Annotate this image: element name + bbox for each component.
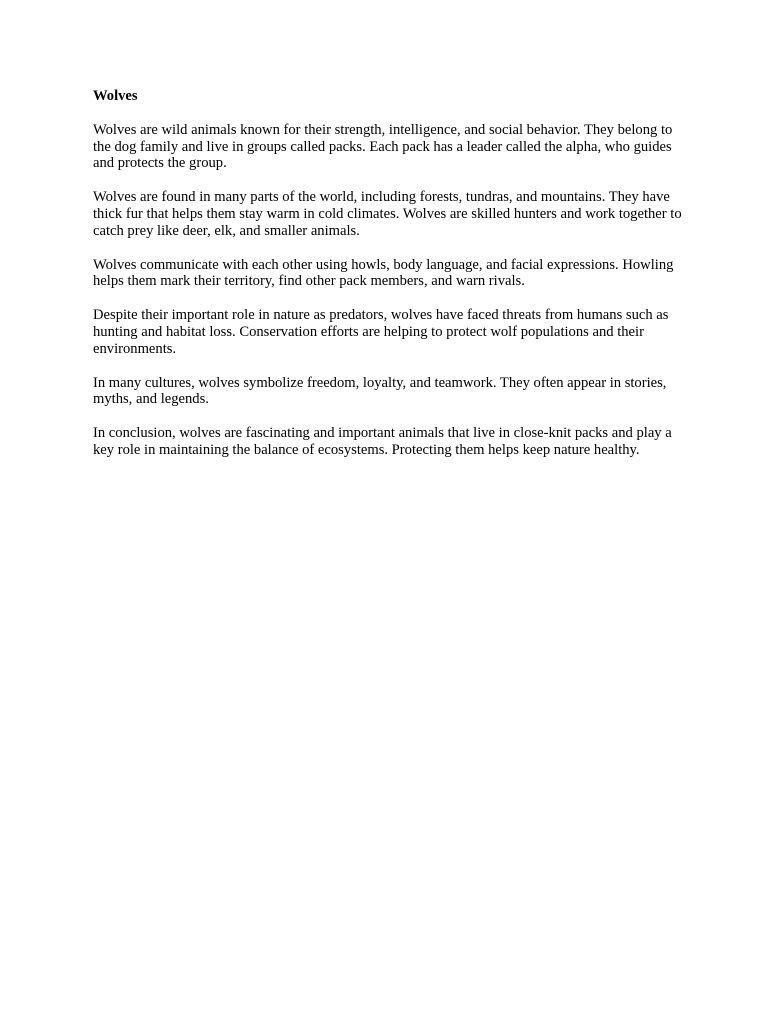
document-body (93, 88, 683, 476)
paragraph-intro: Wolves are wild animals known for their strength, intelligence, and social behavior. They belong to the dog family and live in groups called packs. Each pack has a leader called the alpha, who guides and protects the group. (93, 121, 673, 172)
paragraph-conclusion: In conclusion, wolves are fascinating and important animals that live in close-knit packs and play a key role in maintaining the balance of ecosystems. Protecting them helps keep nature healthy. (93, 425, 672, 458)
paragraph-threats: Despite their important role in nature as predators, wolves have faced threats from humans such as hunting and habitat loss. Conservation efforts are helping to protect wolf populations and their environments. (93, 307, 669, 357)
paragraph-culture: In many cultures, wolves symbolize freedom, loyalty, and teamwork. They often appear in stories, myths, and legends. (93, 374, 667, 408)
paragraph-communication: Wolves communicate with each other using howls, body language, and facial expressions. Howling helps them mark their territory, find other pack members, and warn rivals. (93, 256, 674, 290)
document-title: Wolves (93, 88, 138, 104)
paragraph-habitat: Wolves are found in many parts of the world, including forests, tundras, and mountains. They have thick fur that helps them stay warm in cold climates. Wolves are skilled hunters and work together to catch prey like deer, elk, and smaller animals. (93, 189, 682, 239)
